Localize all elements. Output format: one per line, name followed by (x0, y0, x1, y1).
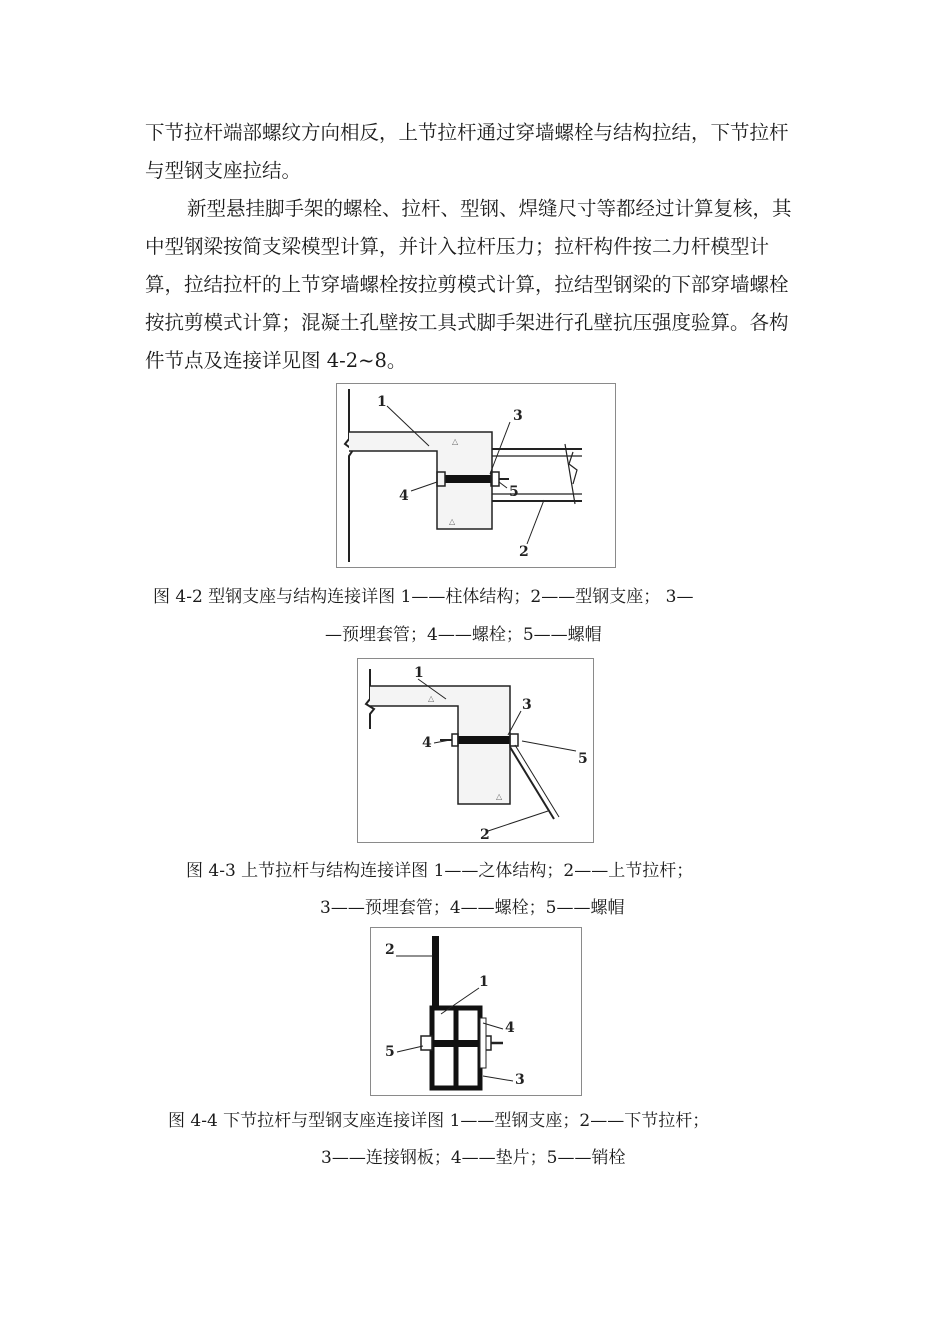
svg-text:△: △ (452, 437, 459, 446)
figure-4-4 (370, 927, 582, 1096)
paragraph-2: 新型悬挂脚手架的螺栓、拉杆、型钢、焊缝尺寸等都经过计算复核，其中型钢梁按简支梁模型计算，并计入拉杆压力；拉杆构件按二力杆模型计算，拉结拉杆的上节穿墙螺栓按拉剪模式计算，拉结型钢梁的下部穿墙螺栓按抗剪模式计算；混凝土孔壁按工具式脚手架进行孔壁抗压强度验算。各构件节点及连接详见图 4-2~8。 (145, 197, 792, 372)
figure-4-3 (357, 658, 594, 843)
figure-4-3-caption-line-2: 3——预埋套管；4——螺栓；5——螺帽 (320, 898, 625, 918)
figure-4-2 (336, 383, 616, 568)
figure-4-4-caption-line-2: 3——连接钢板；4——垫片；5——销栓 (321, 1148, 626, 1168)
fig4-label-3: 3 (515, 1072, 525, 1088)
fig2-label-5: 5 (509, 484, 519, 500)
svg-text:△: △ (428, 694, 435, 703)
figure-4-3-caption-line-1: 图 4-3 上节拉杆与结构连接详图 1——之体结构；2——上节拉杆； (186, 861, 694, 881)
fig3-label-5: 5 (578, 751, 588, 767)
fig3-label-3: 3 (522, 697, 532, 713)
fig4-label-1: 1 (479, 974, 489, 990)
paragraph-1: 下节拉杆端部螺纹方向相反，上节拉杆通过穿墙螺栓与结构拉结，下节拉杆与型钢支座拉结。 (145, 121, 789, 182)
figure-4-2-caption-line-2: —预埋套管；4——螺栓；5——螺帽 (325, 625, 602, 645)
svg-text:△: △ (496, 792, 503, 801)
fig2-label-4: 4 (399, 488, 409, 504)
figure-4-4-caption-line-1: 图 4-4 下节拉杆与型钢支座连接详图 1——型钢支座；2——下节拉杆； (168, 1111, 710, 1131)
fig3-label-1: 1 (414, 665, 424, 681)
fig3-label-4: 4 (422, 735, 432, 751)
fig2-label-1: 1 (377, 394, 387, 410)
fig2-label-2: 2 (519, 544, 529, 560)
figure-4-3-drawing (358, 659, 593, 842)
figure-4-2-drawing (337, 384, 615, 567)
fig3-label-2: 2 (480, 827, 490, 842)
figure-4-2-caption-line-1: 图 4-2 型钢支座与结构连接详图 1——柱体结构；2——型钢支座； 3— (153, 587, 694, 607)
fig4-label-4: 4 (505, 1020, 515, 1036)
fig4-label-5: 5 (385, 1044, 395, 1060)
fig4-label-2: 2 (385, 942, 395, 958)
figure-4-4-drawing (371, 928, 581, 1095)
fig2-label-3: 3 (513, 408, 523, 424)
svg-text:△: △ (449, 517, 456, 526)
